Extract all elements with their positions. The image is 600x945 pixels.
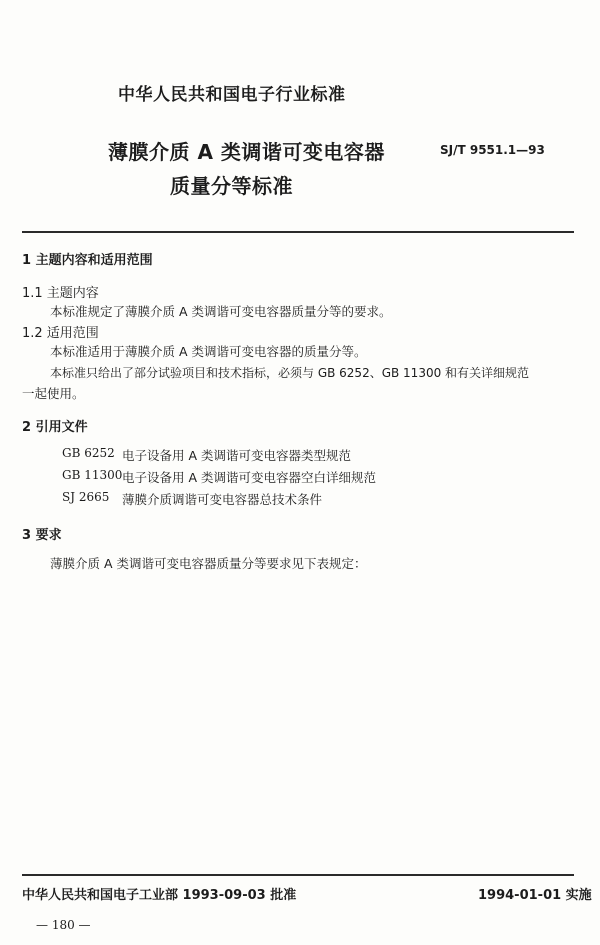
section-1-2-text-2: 本标准只给出了部分试验项目和技术指标，必须与 GB 6252、GB 11300 和有关详细规范 <box>50 366 530 380</box>
section-1-1-text: 本标准规定了薄膜介质 A 类调谐可变电容器质量分等的要求。 <box>50 304 392 319</box>
section-1-heading: 1 主题内容和适用范围 <box>22 253 153 268</box>
issuing-body: 中华人民共和国电子行业标准 <box>118 85 346 105</box>
page-number: — 180 — <box>36 918 91 932</box>
section-1-2-heading: 1.2 适用范围 <box>22 326 99 341</box>
reference-title: 电子设备用 A 类调谐可变电容器空白详细规范 <box>122 470 376 485</box>
section-2-heading: 2 引用文件 <box>22 420 88 435</box>
standard-code: SJ/T 9551.1—93 <box>440 143 545 157</box>
footer-rule <box>22 874 574 876</box>
reference-code: SJ 2665 <box>62 490 110 504</box>
effective-date: 1994-01-01 实施 <box>478 888 592 903</box>
reference-code: GB 6252 <box>62 446 115 460</box>
reference-title: 薄膜介质调谐可变电容器总技术条件 <box>122 492 323 507</box>
document-subtitle: 质量分等标准 <box>170 174 293 198</box>
reference-code: GB 11300 <box>62 468 123 482</box>
header-rule <box>22 231 574 233</box>
section-3-text: 薄膜介质 A 类调谐可变电容器质量分等要求见下表规定： <box>50 556 367 571</box>
reference-title: 电子设备用 A 类调谐可变电容器类型规范 <box>122 448 351 463</box>
document-title: 薄膜介质 A 类调谐可变电容器 <box>108 140 385 164</box>
approval-line: 中华人民共和国电子工业部 1993-09-03 批准 <box>22 888 297 903</box>
section-1-2-text-1: 本标准适用于薄膜介质 A 类调谐可变电容器的质量分等。 <box>50 344 367 359</box>
section-3-heading: 3 要求 <box>22 528 62 543</box>
section-1-2-text-2-cont: 一起使用。 <box>22 386 85 401</box>
section-1-1-heading: 1.1 主题内容 <box>22 286 99 301</box>
